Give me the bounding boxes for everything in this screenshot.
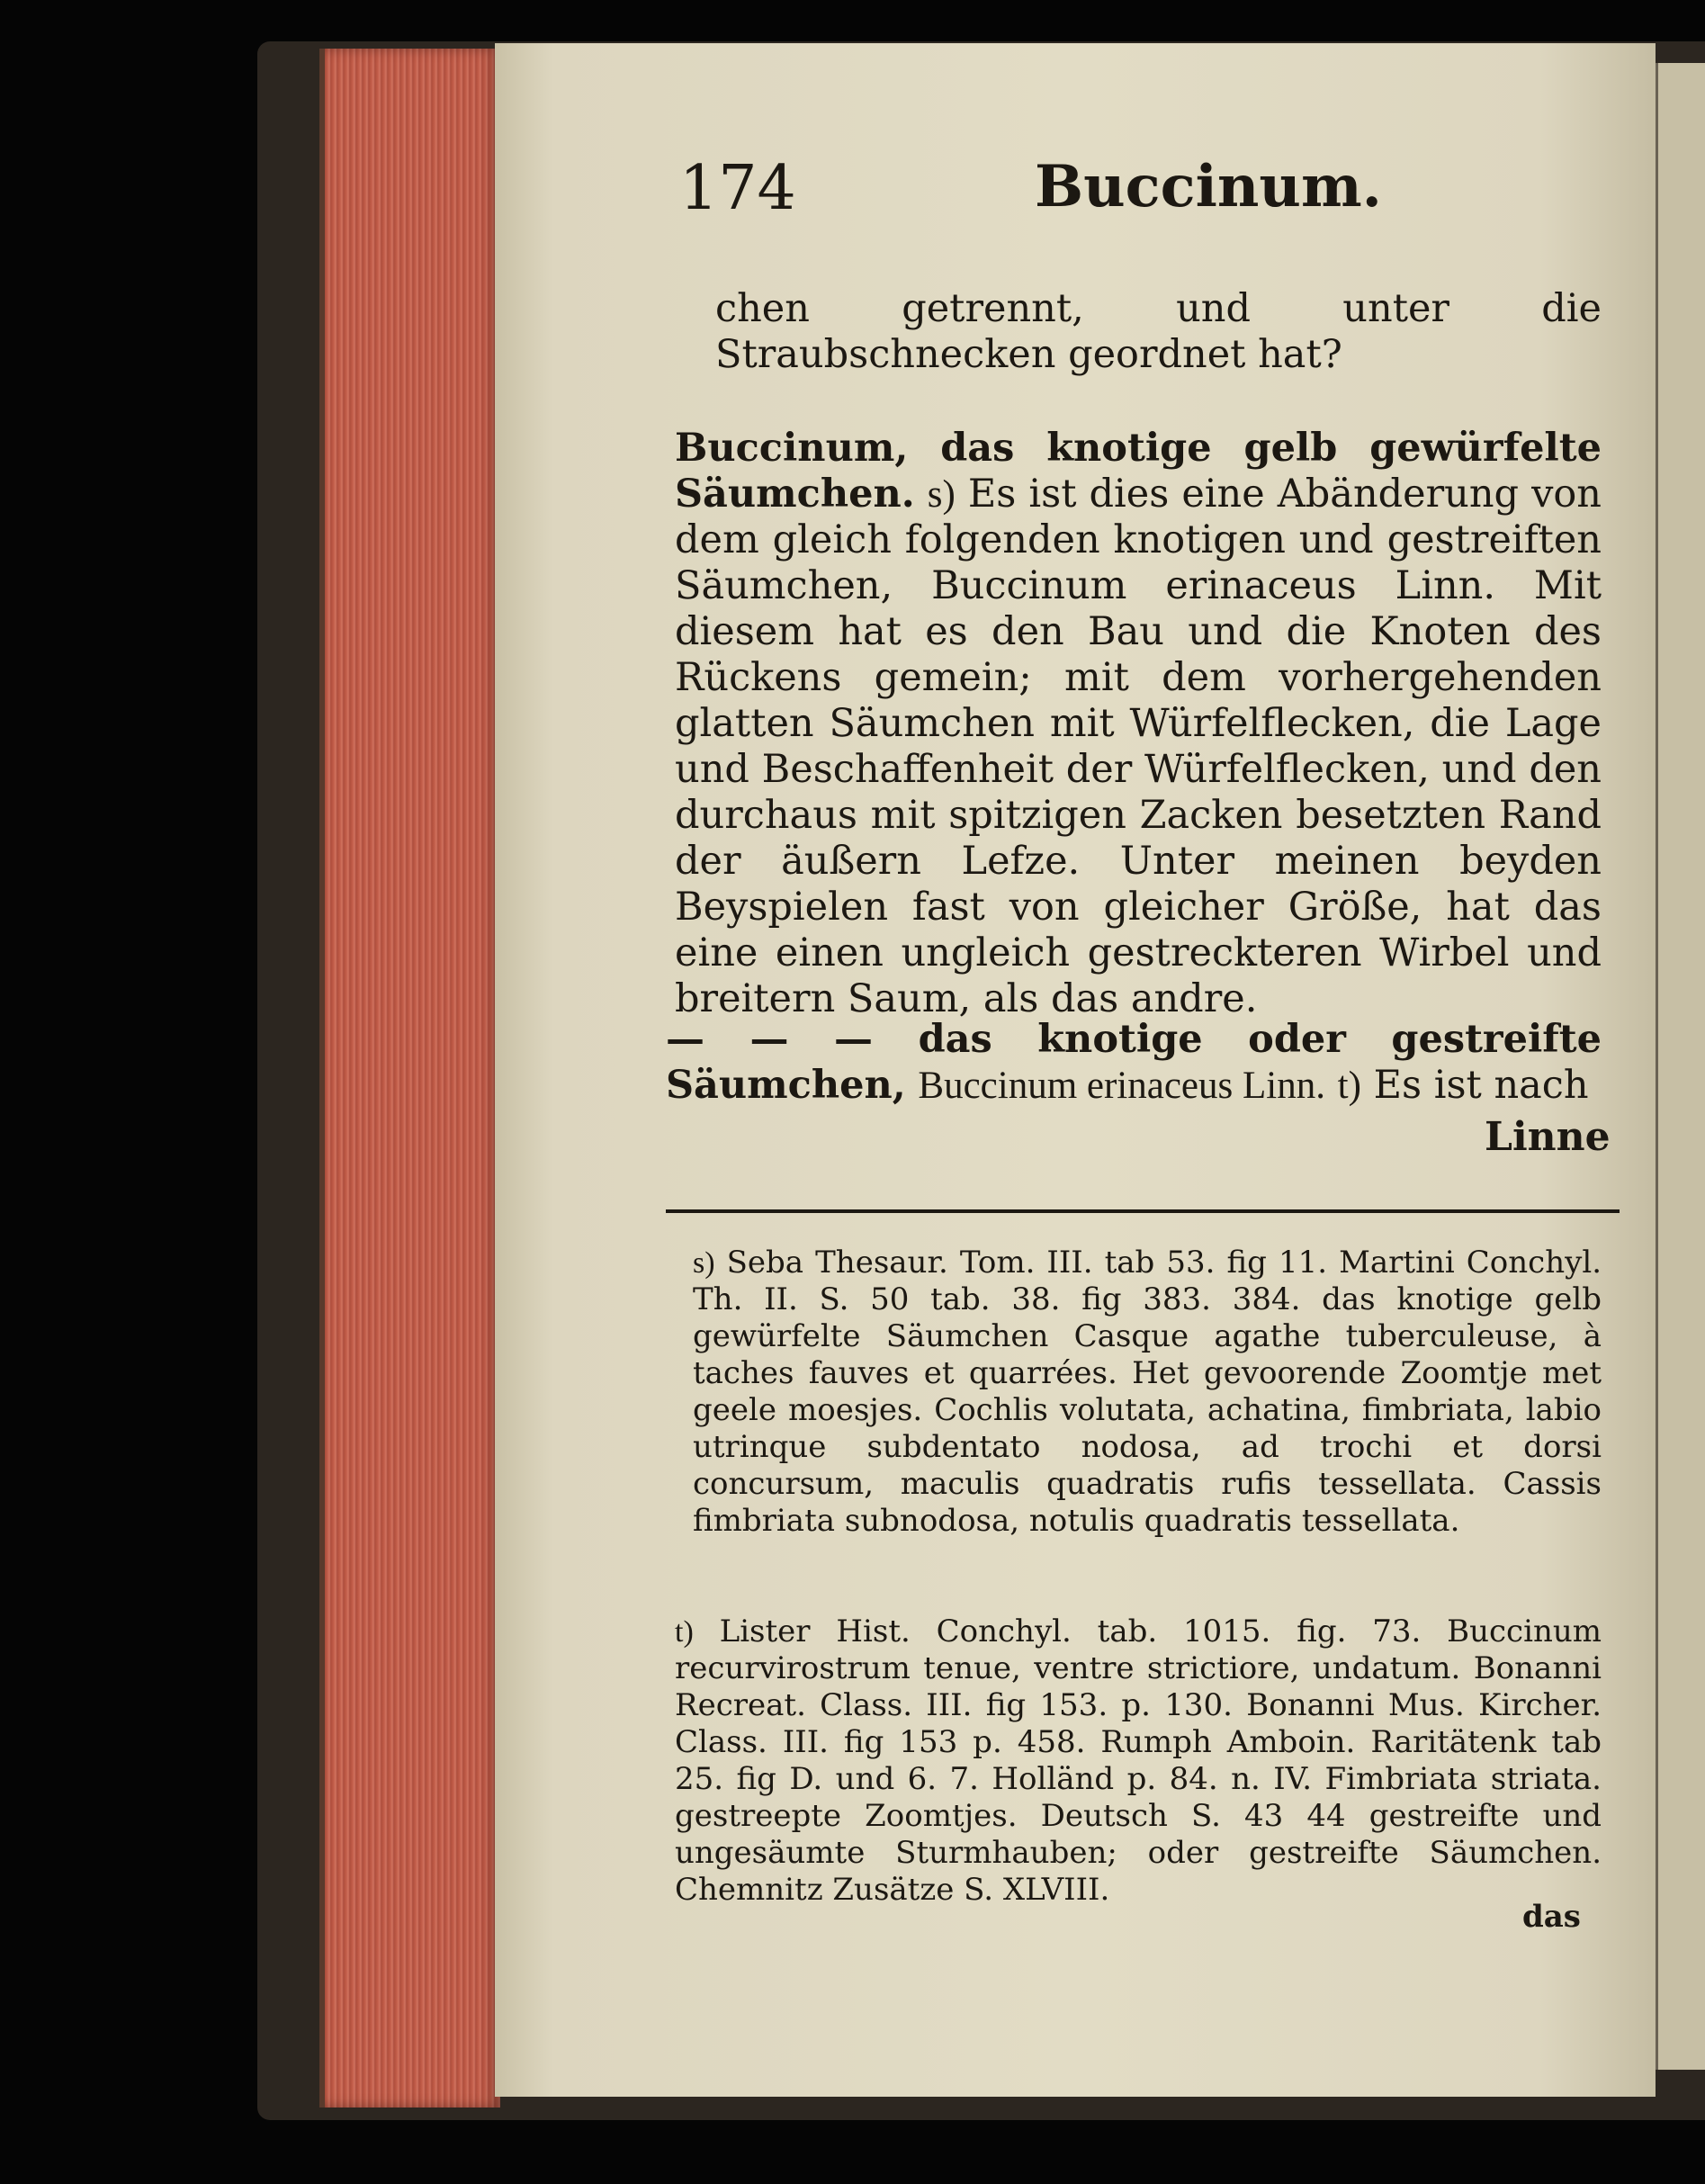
latin-name: Buccinum erinaceus Linn. [918,1065,1325,1107]
page-title: Buccinum. [1035,153,1382,220]
footnote-catchword: das [1522,1899,1581,1935]
page-edge [319,49,500,2108]
paragraph-text: Es ist nach [1373,1063,1589,1108]
footnote-text: Seba Thesaur. Tom. III. tab 53. fig 11. Martini Conchyl. Th. II. S. 50 tab. 38. fig 383. 384. das knotige gelb gewürfelte Säumchen Casque agathe tuberculeuse, à taches fauves et quarrées. Het gevoorende Zoomtje met geele moesjes. Cochlis volutata, achatina, fimbriata, labio utrinque subdentato nodosa, ad trochi et dorsi concursum, maculis quadratis rufis tessellata. Cassis fimbriata subnodosa, notulis quadratis tessellata. [693,1245,1602,1539]
running-head [679,153,1651,252]
page-number: 174 [679,153,796,224]
footnote-text: Lister Hist. Conchyl. tab. 1015. fig. 73. Buccinum recurvirostrum tenue, ventre strictiore, undatum. Bonanni Recreat. Class. III. fig 153. p. 130. Bonanni Mus. Kircher. Class. III. fig 153 p. 458. Rumph Amboin. Raritätenk tab 25. fig D. und 6. 7. Holländ p. 84. n. IV. Fimbriata striata. gestreepte Zoomtjes. Deutsch S. 43 44 gestreifte und ungesäumte Sturmhauben; oder gestreifte Säumchen. Chemnitz Zusätze S. XLVIII. [675,1613,1602,1908]
footnote-t [675,1613,1602,1909]
footnote-s [693,1245,1602,1540]
footnote-marker: s) [693,1246,715,1280]
paragraph-text: Es ist dies eine Abänderung von dem gleich folgenden knotigen und gestreiften Säumchen, Buccinum erinaceus Linn. Mit diesem hat es den Bau und die Knoten des Rückens gemein; mit dem vorhergehenden glatten Säumchen mit Würfelflecken, die Lage und Beschaffenheit der Würfelflecken, und den durchaus mit spitzigen Zacken besetzten Rand der äußern Lefze. Unter meinen beyden Beyspielen fast von gleicher Größe, hat das eine einen ungleich gestreckteren Wirbel und breitern Saum, als das andre. [675,472,1602,1021]
footnote-ref-t: t) [1337,1065,1361,1107]
catchword: Linne [1485,1114,1611,1160]
entry-lemma: Buccinum, das knotige gelb gewürfelte Säumchen. [675,426,1602,517]
facing-page-edge [1656,63,1705,2070]
entry-lemma: — — — das knotige oder gestreifte Säumchen, [666,1017,1602,1108]
footnote-marker: t) [675,1615,694,1649]
paragraph-text: chen getrennt, und unter die Straubschnecken geordnet hat? [715,286,1602,377]
paragraph-knotige-gelb [675,426,1602,1022]
footnote-divider [666,1209,1620,1213]
book-page [495,43,1656,2097]
footnote-ref-s: s) [927,473,956,516]
paragraph-gestreifte [666,1017,1602,1109]
paragraph-continuation [715,286,1602,378]
